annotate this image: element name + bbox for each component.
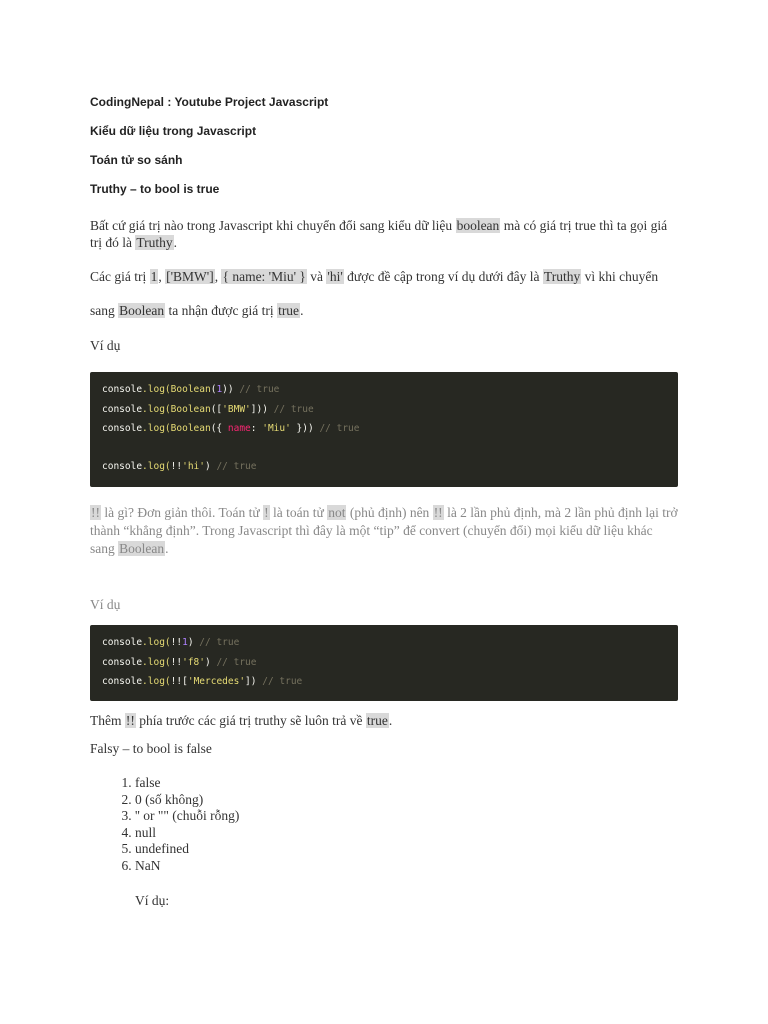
code-line: console.log(Boolean(['BMW'])) // true <box>102 403 314 415</box>
paragraph-double-negation: !! là gì? Đơn giản thôi. Toán tử ! là toán tử not (phủ định) nên !! là 2 lần phủ định, mà 2 lần phủ định lại trở thành “khẳng định”. Trong Javascript thì đây là một “tip” để convert (chuyển đổi) mọi kiểu dữ liệu khác sang Boolean. <box>90 505 678 556</box>
code-line: console.log(Boolean(1)) // true <box>102 384 280 395</box>
heading-data-types: Kiểu dữ liệu trong Javascript <box>90 124 257 138</box>
paragraph-truthy-definition: Bất cứ giá trị nào trong Javascript khi chuyển đổi sang kiểu dữ liệu boolean mà có giá trị true thì ta gọi giá trị đó là Truthy. <box>90 218 668 250</box>
paragraph-truthy-boolean: sang Boolean ta nhận được giá trị true. <box>90 303 304 318</box>
example-label-3: Ví dụ: <box>135 893 170 908</box>
code-line: console.log(Boolean({ name: 'Miu' })) // true <box>102 423 360 434</box>
code-line: console.log(!!'hi') // true <box>102 460 257 472</box>
example-label-1: Ví dụ <box>90 338 121 353</box>
list-item: 4. null <box>135 825 239 842</box>
paragraph-truthy-values: Các giá trị 1, ['BMW'], { name: 'Miu' } và 'hi' được đề cập trong ví dụ dưới đây là Truthy vì khi chuyển <box>90 269 659 284</box>
paragraph-add-double-negation: Thêm !! phía trước các giá trị truthy sẽ luôn trả về true. <box>90 713 393 728</box>
code-block-1 <box>90 372 678 487</box>
code-line: console.log(!!'f8') // true <box>102 656 257 668</box>
list-item: 2. 0 (số không) <box>135 792 239 809</box>
code-block-2 <box>90 625 678 701</box>
example-label-2: Ví dụ <box>90 597 121 612</box>
heading-falsy: Falsy – to bool is false <box>90 741 212 756</box>
code-line: console.log(!!['Mercedes']) // true <box>102 676 303 687</box>
heading-truthy: Truthy – to bool is true <box>90 182 220 196</box>
list-item: 1. false <box>135 775 239 792</box>
list-item: 6. NaN <box>135 858 239 875</box>
list-item: 5. undefined <box>135 841 239 858</box>
heading-comparison: Toán tử so sánh <box>90 153 183 167</box>
heading-codingnepal: CodingNepal : Youtube Project Javascript <box>90 95 329 109</box>
code-line: console.log(!!1) // true <box>102 637 240 648</box>
list-item: 3. '' or "" (chuỗi rỗng) <box>135 808 239 825</box>
falsy-values-list <box>90 775 239 874</box>
